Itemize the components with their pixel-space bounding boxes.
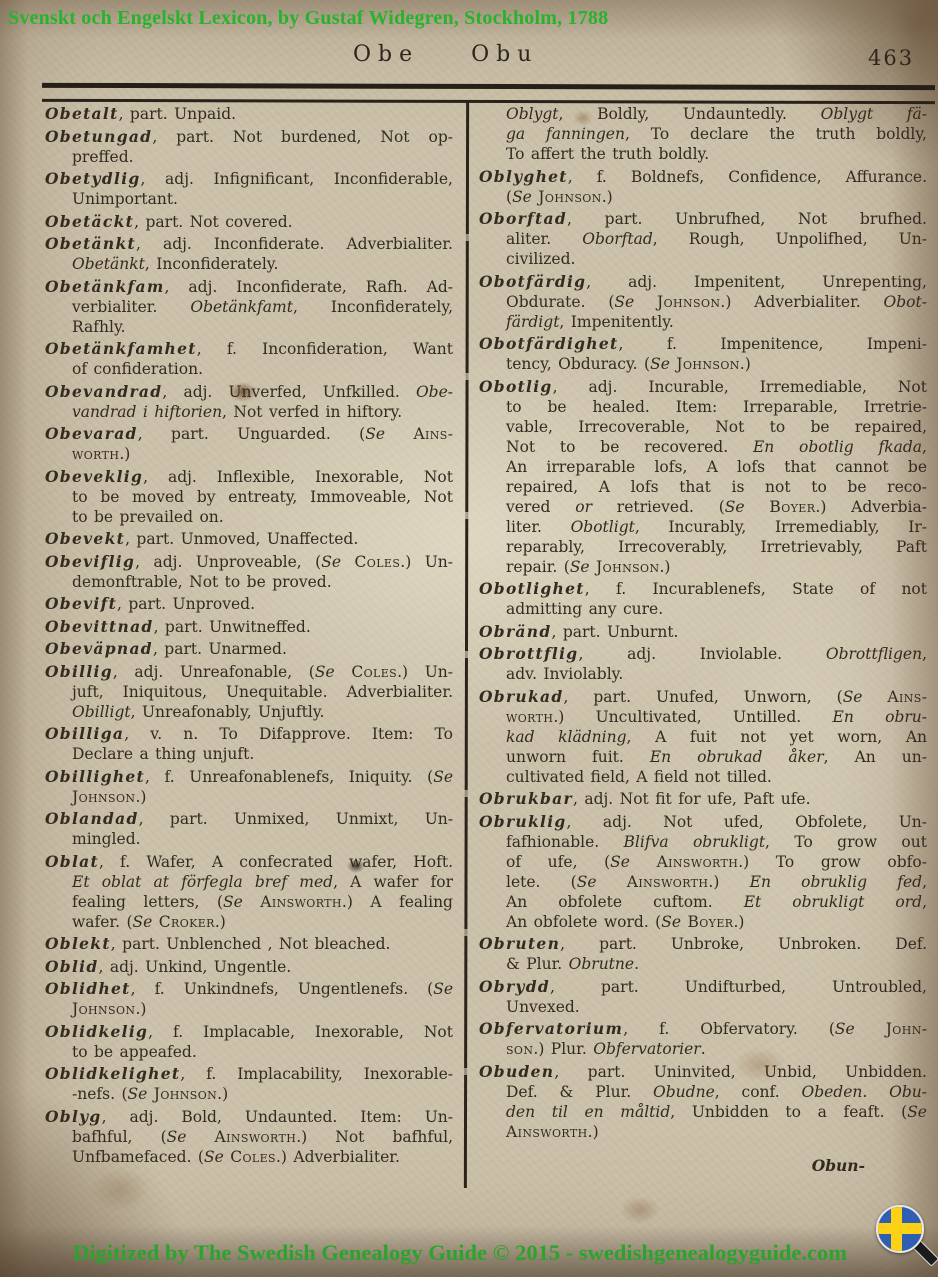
- dictionary-entry: [45, 1022, 453, 1062]
- entry-line: Oblidkelighet, f. Implacability, Inexorable-: [45, 1064, 453, 1083]
- running-head-right: Obu: [471, 42, 539, 67]
- entry-line: Oborftad, part. Unbrufhed, Not brufhed.: [479, 209, 927, 228]
- entry-line: Obillighet, f. Unreafonablenefs, Iniquity. (Se: [45, 766, 453, 786]
- entry-line: lete. (Se Ainsworth.) En obruklig fed,: [506, 872, 928, 891]
- entry-line: admitting any cure.: [506, 600, 664, 618]
- entry-line: Obrottflig, adj. Inviolable. Obrottfligen,: [479, 644, 927, 663]
- entry-line: reparably, Irrecoverably, Irretrievably, Paft: [506, 537, 927, 556]
- entry-line: Obevarad, part. Unguarded. (Se Ains-: [45, 424, 453, 443]
- column-gap: [453, 104, 479, 1194]
- entry-line: Obetungad, part. Not burdened, Not op-: [45, 126, 453, 146]
- dictionary-entry: [479, 167, 927, 207]
- header-rule: [42, 83, 935, 104]
- dictionary-entry: [479, 789, 927, 809]
- entry-line: son.) Plur. Obfervatorier.: [506, 1040, 706, 1058]
- dictionary-entry: [45, 212, 453, 232]
- dictionary-entry: [45, 617, 453, 637]
- entry-line: of confideration.: [72, 360, 204, 378]
- entry-line: aliter. Oborftad, Rough, Unpolifhed, Un-: [506, 230, 928, 248]
- entry-line: tency, Obduracy. (Se Johnson.): [506, 355, 751, 373]
- entry-line: fafhionable. Blifva obrukligt, To grow out: [506, 832, 927, 851]
- digitization-header-text: Svenskt och Engelskt Lexicon, by Gustaf Widegren, Stockholm, 1788: [8, 7, 609, 29]
- dictionary-entry: [45, 277, 453, 337]
- entry-line: vandrad i hiftorien, Not verfed in hiftory.: [72, 402, 403, 421]
- column-divider-rule: [464, 102, 469, 1188]
- entry-line: Obeviflig, adj. Unproveable, (Se Coles.) Un-: [45, 551, 453, 571]
- entry-line: Rafhly.: [72, 317, 126, 336]
- dictionary-entry: [45, 552, 453, 592]
- entry-line: Obetalt, part. Unpaid.: [45, 104, 237, 123]
- entry-line: unworn fuit. En obrukad åker, An un-: [506, 747, 927, 766]
- entry-line: worth.) Uncultivated, Untilled. En obru-: [506, 707, 928, 726]
- dictionary-entry: [45, 424, 453, 464]
- dictionary-entry: [45, 127, 453, 167]
- entry-line: Oblygt, Boldly, Undauntedly. Oblygt fä-: [506, 105, 927, 123]
- catchword: Obun-: [811, 1156, 865, 1175]
- dictionary-entry: [479, 334, 927, 374]
- entry-line: Def. & Plur. Obudne, conf. Obeden. Obu-: [506, 1082, 928, 1101]
- entry-line: Oblidhet, f. Unkindnefs, Ungentlenefs. (Se: [45, 979, 453, 998]
- entry-line: adv. Inviolably.: [506, 665, 624, 683]
- dictionary-entry: [479, 104, 927, 164]
- dictionary-entry: [45, 529, 453, 549]
- entry-line: Unimportant.: [72, 190, 178, 208]
- left-column: [45, 104, 453, 1194]
- right-column: [479, 104, 927, 1194]
- entry-line: to be prevailed on.: [72, 507, 224, 526]
- dictionary-entry: [479, 1062, 927, 1142]
- entry-line: -nefs. (Se Johnson.): [72, 1085, 229, 1103]
- dictionary-entry: [45, 979, 453, 1019]
- entry-line: repaired, A lofs that is not to be reco-: [506, 477, 927, 496]
- entry-line: An obfolete word. (Se Boyer.): [506, 912, 745, 931]
- entry-line: Unfbamefaced. (Se Coles.) Adverbialiter.: [72, 1147, 400, 1166]
- dictionary-entry: [45, 594, 453, 614]
- running-head: [353, 42, 590, 67]
- dictionary-entry: [479, 622, 927, 642]
- entry-line: Obotfärdig, adj. Impenitent, Unrepenting,: [479, 271, 927, 291]
- entry-line: Obevift, part. Unproved.: [45, 594, 256, 613]
- entry-line: worth.): [72, 445, 131, 463]
- entry-line: Ainsworth.): [506, 1122, 599, 1141]
- entry-line: Obevekt, part. Unmoved, Unaffected.: [45, 529, 359, 548]
- entry-line: Obilliga, v. n. To Difapprove. Item: To: [45, 724, 453, 743]
- entry-line: mingled.: [72, 830, 141, 848]
- entry-line: An obfolete cuftom. Et obrukligt ord,: [506, 892, 927, 911]
- entry-line: Unvexed.: [506, 997, 580, 1016]
- entry-line: Obevandrad, adj. Unverfed, Unfkilled. Obe-: [45, 381, 453, 401]
- entry-line: to be appeafed.: [72, 1042, 197, 1061]
- entry-line: Oblat, f. Wafer, A confecrated wafer, Hoft.: [45, 851, 453, 871]
- entry-line: Obetänkt, Inconfiderately.: [72, 255, 279, 273]
- dictionary-entry: [45, 662, 453, 722]
- entry-line: färdigt, Impenitently.: [506, 312, 674, 331]
- entry-line: Obetäckt, part. Not covered.: [45, 211, 293, 231]
- entry-line: kad klädning, A fuit not yet worn, An: [506, 727, 928, 746]
- dictionary-entry: [45, 234, 453, 274]
- entry-line: Not to be recovered. En obotlig fkada,: [506, 437, 927, 456]
- dictionary-entry: [45, 1107, 453, 1167]
- flag-cross-horizontal: [878, 1223, 922, 1234]
- entry-line: to be moved by entreaty, Immoveable, Not: [72, 487, 453, 506]
- entry-line: Obetänkfam, adj. Inconfiderate, Rafh. Ad-: [45, 276, 453, 296]
- entry-line: of ufe, (Se Ainsworth.) To grow obfo-: [506, 852, 927, 871]
- entry-line: bafhful, (Se Ainsworth.) Not bafhful,: [72, 1127, 453, 1146]
- entry-line: Obotlig, adj. Incurable, Irremediable, Not: [479, 376, 927, 396]
- dictionary-entry: [45, 339, 453, 379]
- running-head-left: Obe: [353, 42, 420, 67]
- entry-line: Obetänkt, adj. Inconfiderate. Adverbialiter.: [45, 234, 453, 253]
- entry-line: juft, Iniquitous, Unequitable. Adverbialiter.: [72, 682, 453, 701]
- entry-line: & Plur. Obrutne.: [506, 955, 639, 973]
- dictionary-entry: [45, 809, 453, 849]
- entry-line: Obeväpnad, part. Unarmed.: [45, 639, 287, 658]
- entry-line: vable, Irrecoverable, Not to be repaired,: [506, 417, 927, 436]
- entry-line: verbialiter. Obetänkfamt, Inconfiderately,: [72, 297, 453, 316]
- dictionary-entry: [45, 724, 453, 764]
- entry-line: to be healed. Item: Irreparable, Irretrie-: [506, 397, 927, 416]
- entry-line: Oblekt, part. Unblenched , Not bleached.: [45, 934, 391, 953]
- dictionary-entry: [45, 957, 453, 977]
- entry-line: Obrukbar, adj. Not fit for ufe, Paft ufe.: [479, 789, 811, 808]
- entry-line: Obetänkfamhet, f. Inconfideration, Want: [45, 339, 453, 358]
- dictionary-entry: [45, 934, 453, 954]
- swedish-flag-magnifier-icon: [870, 1205, 932, 1269]
- dictionary-entry: [479, 812, 927, 932]
- dictionary-text-block: [45, 104, 930, 1194]
- entry-line: Obruklig, adj. Not ufed, Obfolete, Un-: [479, 811, 927, 831]
- entry-line: liter. Obotligt, Incurably, Irremediably, Ir-: [506, 517, 927, 536]
- entry-line: Oblidkelig, f. Implacable, Inexorable, Not: [45, 1021, 453, 1041]
- entry-line: preffed.: [72, 147, 134, 166]
- entry-line: Obrydd, part. Undifturbed, Untroubled,: [479, 976, 927, 996]
- page-number: 463: [868, 46, 915, 70]
- entry-line: Oblyghet, f. Boldnefs, Confidence, Affurance.: [479, 166, 927, 186]
- entry-line: Obfervatorium, f. Obfervatory. (Se John-: [479, 1019, 927, 1038]
- entry-line: civilized.: [506, 250, 576, 268]
- entry-line: Obränd, part. Unburnt.: [479, 621, 679, 641]
- entry-line: Declare a thing unjuft.: [72, 745, 255, 763]
- entry-line: Obuden, part. Uninvited, Unbid, Unbidden.: [479, 1061, 927, 1081]
- dictionary-entry: [479, 687, 927, 787]
- entry-line: To affert the truth boldly.: [506, 145, 710, 163]
- entry-line: fealing letters, (Se Ainsworth.) A fealing: [72, 892, 453, 911]
- entry-line: An irreparable lofs, A lofs that cannot be: [506, 457, 927, 476]
- dictionary-entry: [479, 1019, 927, 1059]
- dictionary-entry: [45, 382, 453, 422]
- entry-line: Oblandad, part. Unmixed, Unmixt, Un-: [45, 809, 453, 828]
- entry-line: (Se Johnson.): [506, 187, 613, 206]
- dictionary-entry: [479, 377, 927, 577]
- entry-line: Johnson.): [72, 1000, 147, 1018]
- dictionary-entry: [479, 934, 927, 974]
- entry-line: Obeveklig, adj. Inflexible, Inexorable, Not: [45, 466, 453, 486]
- dictionary-entry: [45, 1064, 453, 1104]
- dictionary-entry: [479, 977, 927, 1017]
- entry-line: Obrukad, part. Unufed, Unworn, (Se Ains-: [479, 686, 927, 706]
- entry-line: Oblid, adj. Unkind, Ungentle.: [45, 956, 292, 976]
- dictionary-entry: [45, 467, 453, 527]
- dictionary-entry: [45, 767, 453, 807]
- entry-line: wafer. (Se Croker.): [72, 912, 226, 931]
- dictionary-entry: [479, 644, 927, 684]
- magnifier-lens-swedish-flag: [876, 1205, 924, 1253]
- entry-line: Obdurate. (Se Johnson.) Adverbialiter. Obot-: [506, 292, 927, 311]
- entry-line: repair. (Se Johnson.): [506, 557, 671, 576]
- entry-line: Et oblat at förfegla bref med, A wafer for: [72, 872, 453, 891]
- entry-line: demonftrable, Not to be proved.: [72, 572, 332, 591]
- dictionary-entry: [45, 169, 453, 209]
- entry-line: cultivated field, A field not tilled.: [506, 767, 772, 786]
- dictionary-entry: [479, 579, 927, 619]
- dictionary-entry: [45, 104, 453, 124]
- dictionary-entry: [45, 639, 453, 659]
- entry-line: Obruten, part. Unbroke, Unbroken. Def.: [479, 934, 927, 953]
- entry-line: Johnson.): [72, 787, 147, 806]
- entry-line: Obotlighet, f. Incurablenefs, State of not: [479, 579, 927, 598]
- entry-line: ga fanningen, To declare the truth boldly,: [506, 125, 927, 143]
- entry-line: Obevittnad, part. Unwitneffed.: [45, 616, 311, 636]
- entry-line: Obotfärdighet, f. Impenitence, Impeni-: [479, 334, 927, 353]
- entry-line: Obetydlig, adj. Infignificant, Inconfiderable,: [45, 169, 453, 188]
- entry-line: den til en måltid, Unbidden to a feaft. (Se: [506, 1102, 927, 1121]
- entry-line: Obilligt, Unreafonably, Unjuftly.: [72, 702, 325, 721]
- dictionary-entry: [479, 272, 927, 332]
- entry-line: Oblyg, adj. Bold, Undaunted. Item: Un-: [45, 1106, 453, 1126]
- entry-line: Obillig, adj. Unreafonable, (Se Coles.) Un-: [45, 661, 453, 681]
- dictionary-entry: [479, 209, 927, 269]
- entry-line: vered or retrieved. (Se Boyer.) Adverbia-: [506, 497, 927, 516]
- digitization-footer-text: Digitized by The Swedish Genealogy Guide © 2015 - swedishgenealogyguide.com: [73, 1240, 847, 1265]
- dictionary-entry: [45, 852, 453, 932]
